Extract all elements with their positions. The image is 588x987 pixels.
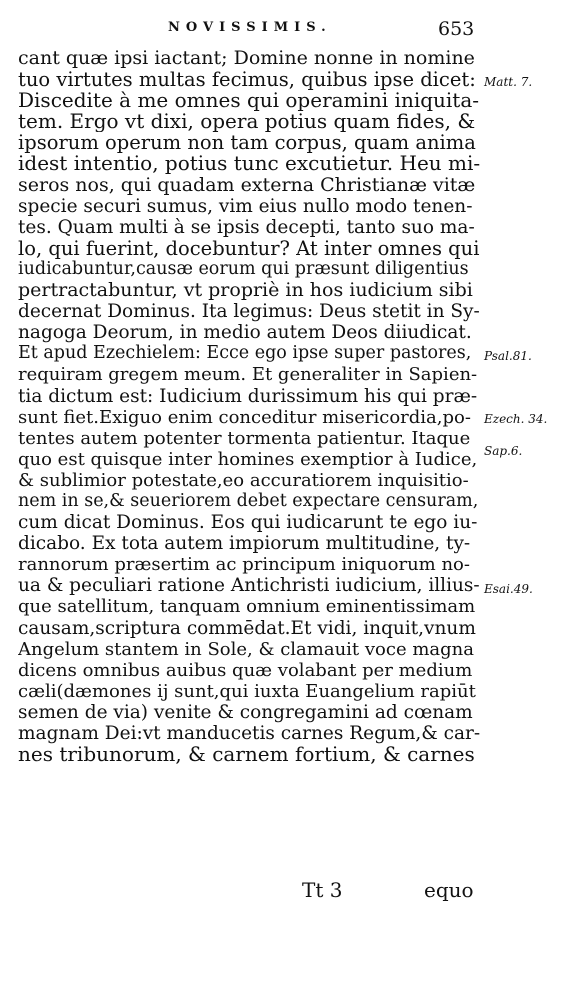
text-line: tentes autem potenter tormenta patientur. Itaque [18,427,471,449]
text-line: lo, qui fuerint, docebuntur? At inter omnes qui [18,237,480,259]
text-line: quo est quisque inter homines exemptior à Iudice, [18,448,478,470]
margin-note-ezechiel: Ezech. 34. [484,412,548,426]
text-line: cum dicat Dominus. Eos qui iudicarunt te ego iu- [18,512,478,534]
text-line: idest intentio, potius tunc excutietur. Heu mi- [18,153,480,175]
text-line: rannorum præsertim ac principum iniquorum no- [18,554,470,576]
page-number: 653 [438,18,475,40]
text-line: dicabo. Ex tota autem impiorum multitudine, ty- [18,533,471,555]
text-line: nes tribunorum, & carnem fortium, & carnes [18,744,475,766]
text-line: tuo virtutes multas fecimus, quibus ipse dicet: [18,69,476,91]
text-line: Discedite à me omnes qui operamini iniquita- [18,90,480,112]
text-line: decernat Dominus. Ita legimus: Deus stetit in Sy- [18,301,480,323]
text-line: sunt fiet.Exiguo enim conceditur misericordia,po- [18,406,471,428]
signature-mark: Tt 3 [302,878,343,902]
text-line: pertractabuntur, vt propriè in hos iudicium sibi [18,280,473,302]
text-line: ipsorum operum non tam corpus, quam anima [18,132,476,154]
text-line: iudicabuntur,causæ eorum qui præsunt diligentius [18,258,469,279]
text-line: tes. Quam multi à se ipsis decepti, tanto suo ma- [18,216,475,238]
margin-note-sapientia: Sap.6. [484,444,523,458]
text-line: magnam Dei:vt manducetis carnes Regum,& car- [18,723,480,744]
text-line: specie securi sumus, vim eius nullo modo tenen- [18,195,473,217]
margin-note-esaias: Esai.49. [484,582,533,596]
text-line: que satellitum, tanquam omnium eminentissimam [18,596,476,618]
text-line: ua & peculiari ratione Antichristi iudicium, illius- [18,575,480,597]
running-head: NOVISSIMIS. [168,20,332,35]
text-line: tem. Ergo vt dixi, opera potius quam fides, & [18,111,476,133]
page-header [0,18,588,42]
catchword: equo [424,878,474,902]
text-line: Et apud Ezechielem: Ecce ego ipse super pastores, [18,343,472,364]
page-footer [0,878,588,902]
text-line: requiram gregem meum. Et generaliter in Sapien- [18,364,478,386]
text-line: causam,scriptura commēdat.Et vidi, inquit,vnum [18,617,476,639]
text-line: cæli(dæmones ij sunt,qui iuxta Euangelium rapiūt [18,680,476,702]
text-line: seros nos, qui quadam externa Christianæ vitæ [18,174,476,196]
text-line: nagoga Deorum, in medio autem Deos diiudicat. [18,322,472,344]
text-line: nem in se,& seueriorem debet expectare censuram, [18,490,479,511]
text-line: semen de via) venite & congregamini ad cœnam [18,701,473,723]
margin-note-psalms: Psal.81. [484,349,532,363]
text-line: dicens omnibus auibus quæ volabant per medium [18,659,473,681]
text-line: & sublimior potestate,eo accuratiorem inquisitio- [18,469,469,491]
body-text [18,48,480,765]
text-line: tia dictum est: Iudicium durissimum his qui præ- [18,385,478,407]
text-line: cant quæ ipsi iactant; Domine nonne in nomine [18,48,475,69]
text-line: Angelum stantem in Sole, & clamauit voce magna [18,638,474,660]
margin-note-matthew: Matt. 7. [484,75,533,89]
